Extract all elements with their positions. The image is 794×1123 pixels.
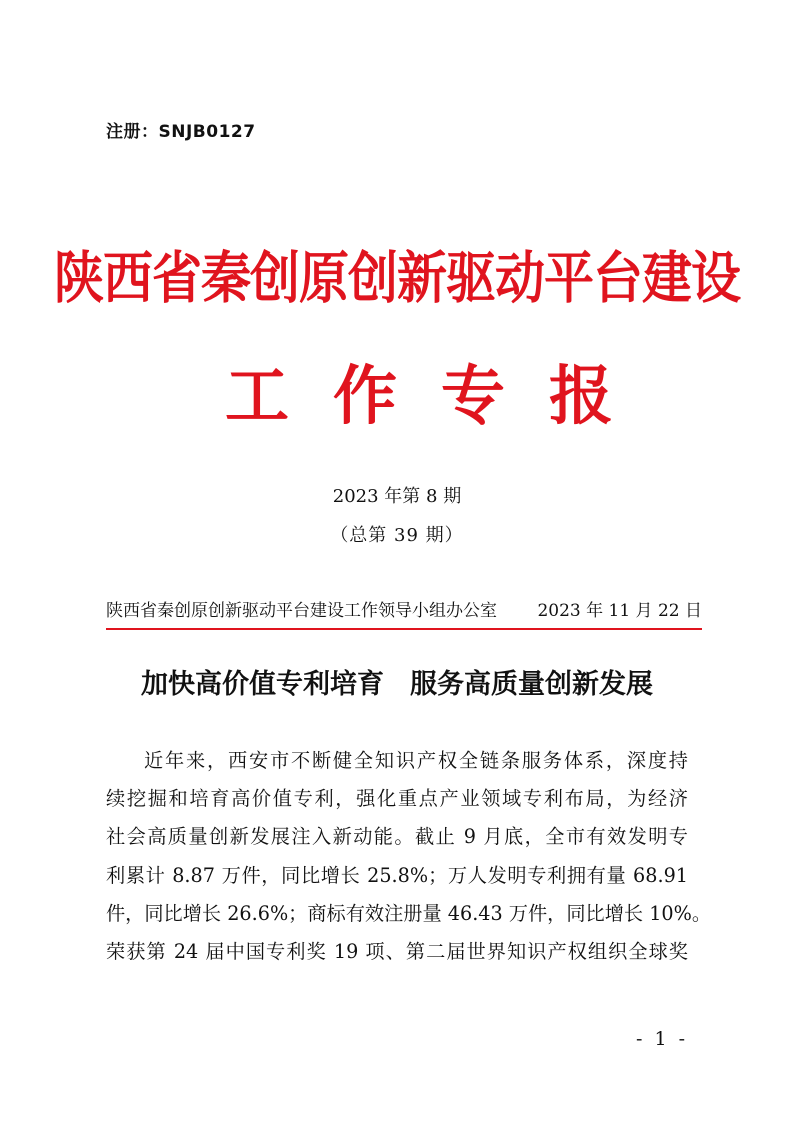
masthead-title: 陕西省秦创原创新驱动平台建设 [54,244,740,311]
issuer-line [106,596,702,621]
issuer-office: 陕西省秦创原创新驱动平台建设工作领导小组办公室 [106,601,497,621]
body-line: 近年来，西安市不断健全知识产权全链条服务体系，深度持 [144,749,688,772]
article-headline [0,662,794,701]
article-body [106,742,712,971]
issue-total: （总第 39 期） [330,525,464,546]
body-line: 社会高质量创新发展注入新动能。截止 9 月底，全市有效发明专 [106,825,688,849]
issue-number: 2023 年第 8 期 [332,486,462,507]
body-line: 荣获第 24 届中国专利奖 19 项、第二届世界知识产权组织全球奖 [106,940,688,964]
registration-number: 注册：SNJB0127 [106,122,256,142]
page-number: - 1 - [636,1028,689,1050]
body-line: 续挖掘和培育高价值专利，强化重点产业领域专利布局，为经济 [106,787,688,811]
red-divider [106,628,702,630]
issue-date: 2023 年 11 月 22 日 [537,601,702,621]
body-line: 利累计 8.87 万件，同比增长 25.8%；万人发明专利拥有量 68.91 [106,863,688,887]
masthead-subtitle: 工作专报 [225,359,657,434]
body-line: 件，同比增长 26.6%；商标有效注册量 46.43 万件，同比增长 10%。 [106,901,712,925]
headline-part1: 加快高价值专利培育 [141,669,384,700]
headline-part2: 服务高质量创新发展 [410,669,653,700]
